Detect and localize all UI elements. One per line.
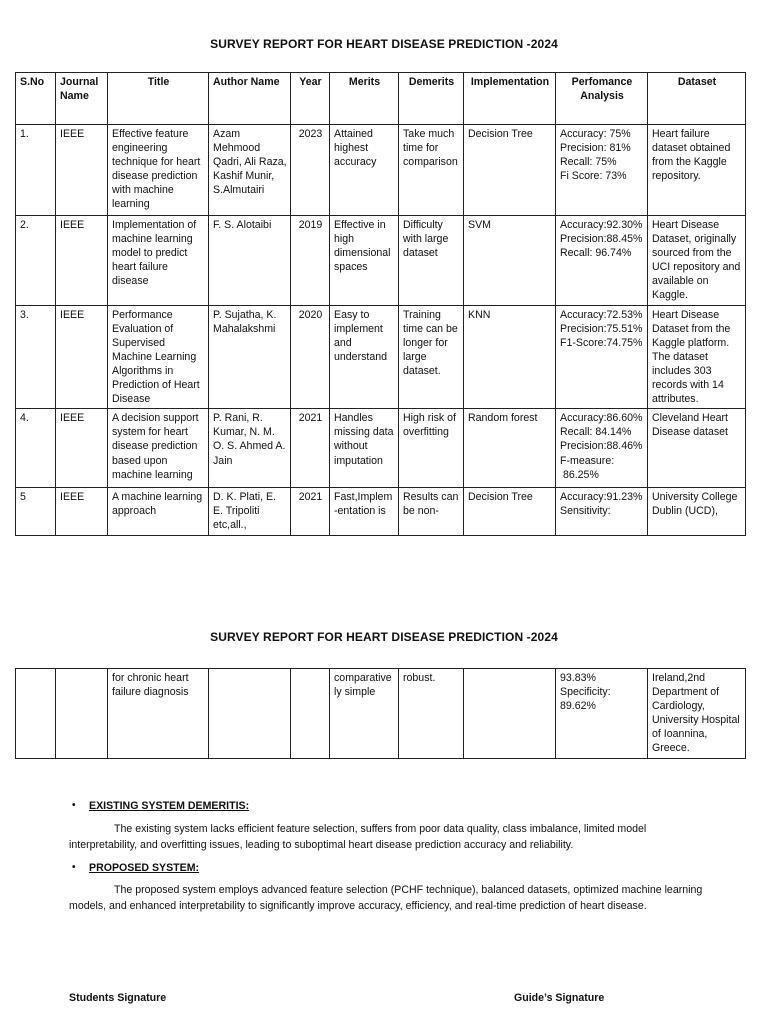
table-row	[16, 409, 746, 488]
cell-sno: 4.	[16, 409, 56, 488]
column-header: Journal Name	[56, 73, 108, 125]
proposed-heading-text: PROPOSED SYSTEM:	[89, 862, 200, 874]
cell-title: A machine learning approach	[108, 488, 209, 535]
performance-line: Recall: 84.14%	[560, 426, 632, 439]
cell-authors: Azam Mehmood Qadri, Ali Raza, Kashif Munir, S.Almutairi	[209, 125, 291, 216]
performance-line: F-measure:	[560, 454, 615, 467]
cell-implementation	[464, 669, 556, 759]
column-header: Author Name	[209, 73, 291, 125]
cell-authors: F. S. Alotaibi	[209, 216, 291, 306]
cell-implementation: KNN	[464, 305, 556, 409]
cell-journal: IEEE	[56, 216, 108, 306]
cell-demerits: High risk of overfitting	[399, 409, 464, 488]
cell-performance	[556, 409, 648, 488]
cell-dataset: Cleveland Heart Disease dataset	[648, 409, 746, 488]
bullet-icon: •	[72, 800, 76, 811]
table-header-row	[16, 73, 746, 125]
cell-sno: 2.	[16, 216, 56, 306]
cell-merits: comparative ly simple	[330, 669, 399, 759]
survey-table-continued	[15, 668, 746, 759]
cell-year	[291, 669, 330, 759]
cell-year: 2020	[291, 305, 330, 409]
cell-title: A decision support system for heart disease prediction based upon machine learning	[108, 409, 209, 488]
existing-heading-text: EXISTING SYSTEM DEMERITIS:	[89, 800, 250, 812]
performance-line: F1-Score:74.75%	[560, 336, 643, 349]
cell-demerits: robust.	[399, 669, 464, 759]
performance-line: Accuracy: 75%	[560, 128, 631, 140]
cell-dataset: Heart Disease Dataset, originally sourced from the UCI repository and available on Kaggle.	[648, 216, 746, 306]
cell-year: 2021	[291, 409, 330, 488]
performance-line: Fi Score: 73%	[560, 170, 627, 183]
cell-performance	[556, 488, 648, 535]
cell-sno: 3.	[16, 305, 56, 409]
cell-title: Implementation of machine learning model to predict heart failure disease	[108, 216, 209, 306]
cell-performance	[556, 305, 648, 409]
cell-journal: IEEE	[56, 125, 108, 216]
cell-journal: IEEE	[56, 409, 108, 488]
proposed-system-paragraph: The proposed system employs advanced feature selection (PCHF technique), balanced datasets, optimized machine learning models, and enhanced interpretability to significantly improve accuracy, efficiency, and real-time prediction of heart disease.	[69, 884, 703, 912]
existing-system-heading	[72, 800, 250, 812]
cell-demerits: Training time can be longer for large dataset.	[399, 305, 464, 409]
table-row	[16, 669, 746, 759]
cell-title: for chronic heart failure diagnosis	[108, 669, 209, 759]
students-signature-label: Students Signature	[69, 992, 167, 1004]
cell-journal	[56, 669, 108, 759]
cell-dataset: University College Dublin (UCD),	[648, 488, 746, 535]
cell-authors: P. Rani, R. Kumar, N. M. O. S. Ahmed A. Jain	[209, 409, 291, 488]
report-title: SURVEY REPORT FOR HEART DISEASE PREDICTION -2024	[210, 37, 558, 51]
column-header: Perfomance Analysis	[556, 73, 648, 125]
guide-signature-label: Guide’s Signature	[514, 992, 605, 1004]
cell-year: 2021	[291, 488, 330, 535]
cell-merits: Attained highest accuracy	[330, 125, 399, 216]
cell-demerits: Results can be non-	[399, 488, 464, 535]
performance-line: Precision:88.45%	[560, 233, 643, 246]
cell-dataset: Ireland,2nd Department of Cardiology, University Hospital of Ioannina, Greece.	[648, 669, 746, 759]
performance-line: Recall: 75%	[560, 156, 617, 169]
cell-sno	[16, 669, 56, 759]
column-header: Title	[108, 73, 209, 125]
performance-line: 93.83%	[560, 672, 596, 684]
cell-year: 2019	[291, 216, 330, 306]
cell-title: Performance Evaluation of Supervised Machine Learning Algorithms in Prediction of Heart Disease	[108, 305, 209, 409]
cell-sno: 1.	[16, 125, 56, 216]
performance-line: Precision:75.51%	[560, 322, 643, 335]
performance-line: Sensitivity:	[560, 505, 611, 518]
survey-table	[15, 72, 746, 536]
table-row	[16, 125, 746, 216]
column-header: Year	[291, 73, 330, 125]
cell-merits: Handles missing data without imputation	[330, 409, 399, 488]
cell-demerits: Take much time for comparison	[399, 125, 464, 216]
cell-authors	[209, 669, 291, 759]
cell-dataset: Heart failure dataset obtained from the Kaggle repository.	[648, 125, 746, 216]
cell-dataset: Heart Disease Dataset from the Kaggle platform. The dataset includes 303 records with 14 attributes.	[648, 305, 746, 409]
cell-authors: P. Sujatha, K. Mahalakshmi	[209, 305, 291, 409]
cell-journal: IEEE	[56, 305, 108, 409]
performance-line: 86.25%	[560, 468, 599, 481]
performance-line: Precision: 81%	[560, 142, 631, 155]
table-row	[16, 216, 746, 306]
cell-merits: Effective in high dimensional spaces	[330, 216, 399, 306]
cell-performance	[556, 216, 648, 306]
cell-implementation: Decision Tree	[464, 125, 556, 216]
cell-performance	[556, 669, 648, 759]
performance-line: Accuracy:91.23%	[560, 491, 643, 504]
existing-system-paragraph: The existing system lacks efficient feature selection, suffers from poor data quality, class imbalance, limited model interpretability, and overfitting issues, leading to suboptimal heart disease prediction accuracy and reliability.	[69, 823, 647, 851]
performance-line: Recall: 96.74%	[560, 247, 632, 260]
performance-line: Accuracy:86.60%	[560, 412, 643, 425]
cell-year: 2023	[291, 125, 330, 216]
performance-line: 89.62%	[560, 700, 596, 713]
cell-implementation: Decision Tree	[464, 488, 556, 535]
table-row	[16, 305, 746, 409]
cell-journal: IEEE	[56, 488, 108, 535]
cell-authors: D. K. Plati, E. E. Tripoliti etc,all.,	[209, 488, 291, 535]
bullet-icon: •	[72, 862, 76, 873]
cell-performance	[556, 125, 648, 216]
proposed-system-heading	[72, 862, 200, 874]
cell-implementation: SVM	[464, 216, 556, 306]
cell-sno: 5	[16, 488, 56, 535]
column-header: Demerits	[399, 73, 464, 125]
report-title-continued: SURVEY REPORT FOR HEART DISEASE PREDICTION -2024	[210, 630, 558, 644]
column-header: S.No	[16, 73, 56, 125]
cell-demerits: Difficulty with large dataset	[399, 216, 464, 306]
cell-implementation: Random forest	[464, 409, 556, 488]
performance-line: Specificity:	[560, 686, 611, 699]
performance-line: Accuracy:72.53%	[560, 308, 643, 321]
column-header: Merits	[330, 73, 399, 125]
column-header: Dataset	[648, 73, 746, 125]
table-row	[16, 488, 746, 535]
performance-line: Precision:88.46%	[560, 440, 643, 453]
cell-merits: Fast,Implem -entation is	[330, 488, 399, 535]
cell-merits: Easy to implement and understand	[330, 305, 399, 409]
performance-line: Accuracy:92.30%	[560, 219, 643, 231]
cell-title: Effective feature engineering technique for heart disease prediction with machine learning	[108, 125, 209, 216]
column-header: Implementation	[464, 73, 556, 125]
